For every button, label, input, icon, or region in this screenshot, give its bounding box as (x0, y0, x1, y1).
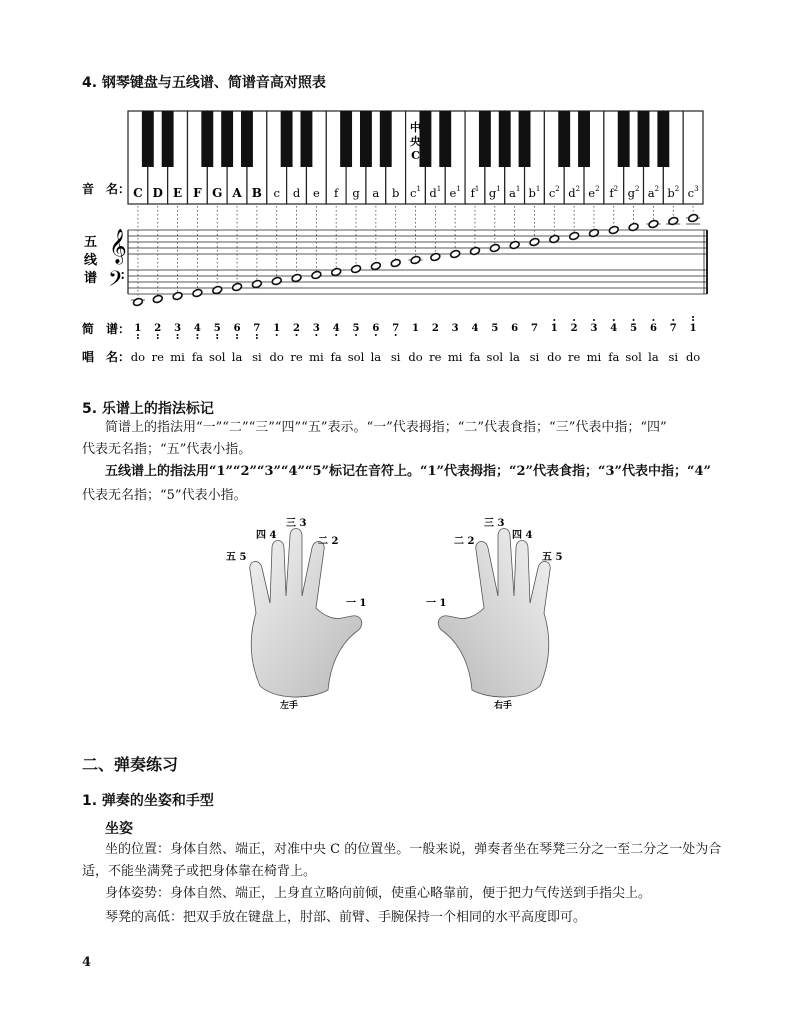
right-f4-label: 四 4 (512, 530, 533, 541)
black-key (360, 111, 372, 167)
note-name: $e^1$ (449, 185, 461, 200)
jianpu-row (134, 316, 696, 339)
note-head (529, 237, 540, 246)
note-head (271, 276, 282, 285)
jianpu-number: 4 (610, 323, 618, 334)
bass-clef-icon: 𝄢 (108, 267, 125, 297)
black-key (419, 111, 431, 167)
black-key (162, 111, 174, 167)
position-para-b: 适，不能坐满凳子或把身体靠在椅背上。 (82, 864, 317, 879)
black-key (142, 111, 154, 167)
note-head (132, 297, 143, 306)
left-hand-caption: 左手 (280, 701, 299, 711)
note-name: $d^1$ (429, 185, 442, 200)
octave-dot-below (157, 337, 159, 339)
note-head (331, 267, 342, 276)
jianpu-number: 6 (511, 323, 519, 334)
octave-dot-below (355, 334, 357, 336)
note-name: A (232, 186, 242, 200)
jianpu-number: 1 (550, 323, 558, 334)
solfege-syllable: sol (208, 350, 226, 364)
note-name: $b^2$ (667, 185, 680, 200)
middle-c-label-char: 央 (410, 135, 421, 148)
solfege-row (131, 350, 701, 364)
note-name: g (352, 186, 360, 200)
hands-illustration (220, 508, 580, 718)
octave-dot-below (395, 334, 397, 336)
left-f2-label: 二 2 (318, 536, 339, 547)
solfege-syllable: si (252, 350, 262, 364)
solfege-syllable: do (547, 350, 562, 364)
note-name: b (391, 186, 400, 200)
octave-dot-above (672, 319, 674, 321)
solfege-syllable: la (648, 350, 659, 364)
note-head (192, 288, 203, 297)
piano-staff-chart (0, 0, 790, 380)
solfege-syllable: fa (608, 350, 620, 364)
octave-dot-above (553, 319, 555, 321)
black-key (241, 111, 253, 167)
page-number: 4 (82, 955, 92, 970)
octave-dot-below (296, 334, 298, 336)
solfege-syllable: fa (191, 350, 203, 364)
jianpu-number: 5 (491, 323, 499, 334)
note-head (648, 219, 659, 228)
note-name: $g^2$ (627, 185, 640, 200)
note-head (410, 255, 421, 264)
note-head (152, 294, 163, 303)
note-head (291, 273, 302, 282)
note-name: $a^2$ (647, 185, 660, 200)
grand-staff (108, 206, 707, 307)
note-name: D (152, 186, 163, 200)
note-name: d (292, 186, 301, 200)
solfege-syllable: do (408, 350, 423, 364)
note-name: $f^1$ (470, 185, 480, 200)
jianpu-number: 1 (689, 323, 697, 334)
jianpu-number: 3 (312, 323, 320, 334)
note-name-row-label: 音 名： (82, 182, 131, 196)
black-key (380, 111, 392, 167)
solfege-syllable: re (151, 350, 164, 364)
octave-dot-below (335, 334, 337, 336)
black-key (519, 111, 531, 167)
solfege-syllable: re (290, 350, 303, 364)
note-head (390, 258, 401, 267)
black-key (578, 111, 590, 167)
note-head (370, 261, 381, 270)
jianpu-number: 2 (154, 323, 162, 334)
solfege-syllable: si (668, 350, 679, 364)
octave-dot-above (613, 319, 615, 321)
note-head (688, 213, 699, 222)
staff-row-label-char: 谱 (84, 271, 98, 286)
jianpu-number: 6 (372, 323, 380, 334)
right-hand-caption: 右手 (494, 701, 513, 711)
note-head (569, 231, 580, 240)
note-name: c (273, 186, 280, 200)
posture-heading: 坐姿 (105, 821, 133, 837)
note-head (608, 225, 619, 234)
note-name: e (312, 186, 320, 200)
solfege-syllable: re (429, 350, 442, 364)
jianpu-number: 2 (570, 323, 578, 334)
section-5-title: 5. 乐谱上的指法标记 (82, 401, 214, 417)
octave-dot-below (177, 337, 179, 339)
note-head (232, 282, 243, 291)
note-name: a (372, 186, 380, 200)
jianpu-number: 3 (174, 323, 182, 334)
solfege-syllable: mi (447, 350, 463, 364)
solfege-syllable: la (231, 350, 243, 364)
jianpu-number: 6 (649, 323, 657, 334)
octave-dot-above (573, 319, 575, 321)
left-f4-label: 四 4 (256, 530, 277, 541)
jianpu-number: 5 (213, 323, 221, 334)
octave-dot-below (196, 334, 198, 336)
solfege-syllable: do (269, 350, 284, 364)
octave-dot-above (633, 319, 635, 321)
jianpu-number: 2 (293, 323, 301, 334)
octave-dot-below (157, 334, 159, 336)
black-key (340, 111, 352, 167)
fingering-para-1b: 代表无名指；“五”代表小指。 (82, 442, 252, 457)
note-head (311, 270, 322, 279)
note-name: $a^1$ (508, 185, 521, 200)
octave-dot-below (256, 337, 258, 339)
black-key (657, 111, 669, 167)
jianpu-number: 7 (669, 323, 677, 334)
left-hand (250, 529, 362, 698)
jianpu-number: 3 (590, 323, 598, 334)
black-key (558, 111, 570, 167)
note-name: C (133, 186, 143, 200)
solfege-syllable: fa (330, 350, 342, 364)
octave-dot-below (137, 334, 139, 336)
jianpu-number: 7 (530, 323, 538, 334)
octave-dot-below (216, 337, 218, 339)
subsection-1-title: 1. 弹奏的坐姿和手型 (82, 793, 214, 809)
note-name: $c^1$ (410, 185, 421, 200)
octave-dot-below (315, 334, 317, 336)
staff-row-label-char: 五 (84, 235, 98, 250)
body-posture-para: 身体姿势：身体自然、端正，上身直立略向前倾，使重心略靠前，便于把力气传送到手指尖上。 (105, 886, 652, 901)
jianpu-number: 4 (471, 323, 479, 334)
note-name: f (334, 186, 339, 200)
note-name: $e^2$ (588, 185, 600, 200)
right-f3-label: 三 3 (484, 518, 505, 529)
solfege-syllable: sol (347, 350, 365, 364)
black-key (479, 111, 491, 167)
octave-dot-above (692, 316, 694, 318)
black-key (618, 111, 630, 167)
note-name: B (251, 186, 262, 200)
note-head (212, 285, 223, 294)
solfege-syllable: mi (170, 350, 185, 364)
jianpu-number: 5 (630, 323, 638, 334)
jianpu-row-label: 简 谱： (82, 322, 131, 336)
solfege-syllable: si (529, 350, 540, 364)
left-f5-label: 五 5 (226, 552, 247, 563)
jianpu-number: 1 (412, 323, 419, 334)
black-key (201, 111, 213, 167)
note-name: $b^1$ (528, 185, 541, 200)
jianpu-number: 7 (253, 323, 261, 334)
solfege-syllable: mi (309, 350, 324, 364)
black-key (439, 111, 451, 167)
octave-dot-below (216, 334, 218, 336)
right-hand (438, 529, 550, 698)
octave-dot-below (177, 334, 179, 336)
octave-dot-below (236, 337, 238, 339)
piano-keyboard (128, 111, 703, 204)
section-4-title: 4. 钢琴键盘与五线谱、简谱音高对照表 (82, 75, 326, 91)
jianpu-number: 7 (392, 323, 400, 334)
jianpu-number: 1 (273, 323, 281, 334)
note-head (489, 243, 500, 252)
left-f1-label: 一 1 (346, 598, 367, 609)
solfege-syllable: mi (586, 350, 602, 364)
right-f5-label: 五 5 (542, 552, 563, 563)
note-name: F (193, 186, 202, 200)
octave-dot-below (276, 334, 278, 336)
jianpu-number: 5 (352, 323, 360, 334)
octave-dot-below (137, 337, 139, 339)
octave-dot-below (375, 334, 377, 336)
jianpu-number: 4 (332, 323, 340, 334)
note-name: $g^1$ (488, 185, 501, 200)
solfege-syllable: sol (486, 350, 504, 364)
part-2-title: 二、弹奏练习 (82, 755, 179, 774)
note-head (172, 291, 183, 300)
octave-dot-below (236, 334, 238, 336)
solfege-syllable: la (370, 350, 382, 364)
solfege-syllable: re (567, 350, 581, 364)
fingering-para-2: 五线谱上的指法用“1”“2”“3”“4”“5”标记在音符上。“1”代表拇指；“2”代表食指；“3”代表中指；“4” (105, 464, 712, 479)
note-head (351, 264, 362, 273)
bench-height-para: 琴凳的高低：把双手放在键盘上，肘部、前臂、手腕保持一个相同的水平高度即可。 (105, 910, 587, 925)
jianpu-number: 6 (233, 323, 241, 334)
black-key (281, 111, 293, 167)
note-name: $c^3$ (687, 185, 699, 200)
solfege-syllable: fa (469, 350, 481, 364)
solfege-syllable: do (130, 350, 146, 364)
note-head (450, 249, 461, 258)
staff-row-label-char: 线 (84, 253, 98, 268)
black-key (499, 111, 511, 167)
solfege-syllable: sol (625, 350, 642, 364)
jianpu-number: 1 (134, 323, 142, 334)
left-f3-label: 三 3 (286, 518, 307, 529)
solfege-row-label: 唱 名： (82, 350, 131, 364)
octave-dot-above (593, 319, 595, 321)
note-name: E (172, 186, 183, 200)
right-f2-label: 二 2 (454, 536, 475, 547)
octave-dot-above (692, 319, 694, 321)
note-name: G (212, 186, 223, 200)
middle-c-label-char: 中 (410, 121, 421, 134)
treble-clef-icon: 𝄞 (109, 229, 127, 264)
black-key (638, 111, 650, 167)
note-name: $f^2$ (609, 185, 619, 200)
octave-dot-below (196, 337, 198, 339)
black-key (301, 111, 313, 167)
right-f1-label: 一 1 (426, 598, 447, 609)
octave-dot-below (256, 334, 258, 336)
note-head (251, 279, 262, 288)
fingering-para-2b: 代表无名指；“5”代表小指。 (82, 488, 247, 503)
jianpu-number: 2 (431, 323, 439, 334)
jianpu-number: 4 (193, 323, 201, 334)
solfege-syllable: la (509, 350, 520, 364)
note-name: $d^2$ (568, 185, 581, 200)
fingering-para-1: 简谱上的指法用“一”“二”“三”“四”“五”表示。“一”代表拇指；“二”代表食指；“三”代表中指；“四” (105, 420, 667, 435)
position-para: 坐的位置：身体自然、端正，对准中央 C 的位置坐。一般来说，弹奏者坐在琴凳三分之一至二分之一处为合 (105, 842, 722, 857)
middle-c-label-char: C (411, 149, 420, 162)
note-name: $c^2$ (548, 185, 560, 200)
black-key (221, 111, 233, 167)
jianpu-number: 3 (451, 323, 459, 334)
octave-dot-above (652, 319, 654, 321)
solfege-syllable: do (685, 350, 701, 364)
solfege-syllable: si (390, 350, 401, 364)
